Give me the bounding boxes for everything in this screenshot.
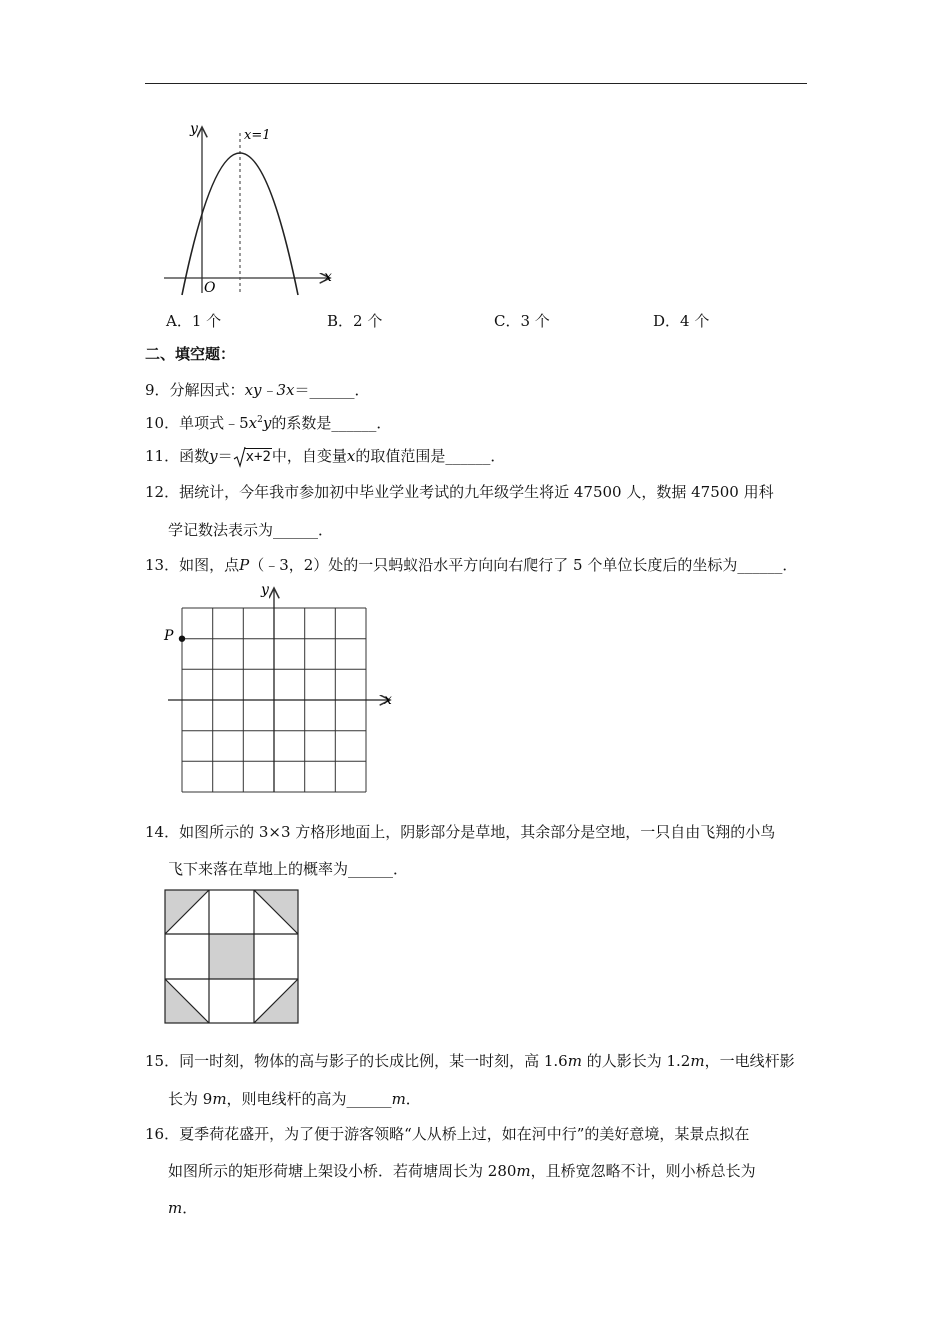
q10-prefix: 单项式﹣5	[179, 414, 249, 432]
q16-text-a: 如图所示的矩形荷塘上架设小桥．若荷塘周长为 280	[168, 1162, 517, 1180]
question-14-line1: 14．如图所示的 3×3 方格形地面上，阴影部分是草地，其余部分是空地，一只自由飞翔的小鸟	[145, 823, 776, 841]
q11-answer-blank: 的取值范围是______．	[355, 447, 506, 465]
section-heading: 二、填空题：	[145, 345, 236, 363]
q15-answer-blank: ，则电线杆的高为______	[226, 1090, 392, 1108]
q15-unit-4: m	[391, 1090, 406, 1108]
question-13	[145, 555, 797, 575]
choice-d[interactable]: D．4 个	[653, 312, 710, 330]
three-by-three-grid-figure	[164, 889, 300, 1026]
q11-radicand: x+2	[245, 449, 271, 465]
shaded-regions	[165, 890, 298, 1023]
point-p	[179, 636, 185, 642]
question-16-line3	[168, 1198, 197, 1218]
q11-y: y	[209, 447, 218, 465]
question-14-line2: 飞下来落在草地上的概率为______．	[168, 860, 409, 878]
origin-label: O	[204, 280, 216, 296]
q10-exponent: 2	[257, 415, 263, 425]
q15-unit-2: m	[690, 1052, 705, 1070]
q11-prefix: 函数	[179, 447, 210, 465]
grid-y-axis-label: y	[261, 582, 269, 598]
q10-y: y	[262, 414, 272, 432]
grid-x-axis-label: x	[384, 692, 392, 708]
question-9	[145, 380, 370, 400]
y-axis-label: y	[190, 121, 198, 137]
q15-unit-3: m	[212, 1090, 227, 1108]
q13-prefix: 如图，点	[179, 556, 240, 574]
q9-number: 9．	[145, 381, 170, 399]
q11-middle: 中，自变量	[271, 447, 347, 465]
choice-a[interactable]: A．1 个	[166, 312, 222, 330]
question-11	[145, 446, 505, 467]
q16-unit-1: m	[516, 1162, 531, 1180]
q15-text-b: 的人影长为 1.2	[581, 1052, 691, 1070]
point-p-label: P	[164, 628, 174, 644]
q15-end: ．	[405, 1090, 421, 1108]
q16-unit-2: m	[168, 1199, 183, 1217]
q11-equals: ＝	[217, 447, 233, 465]
q10-answer-blank: 的系数是______．	[271, 414, 392, 432]
header-rule	[145, 83, 807, 84]
q15-unit-1: m	[567, 1052, 582, 1070]
q16-text-b: ，且桥宽忽略不计，则小桥总长为	[530, 1162, 756, 1180]
q11-number: 11．	[145, 447, 180, 465]
q15-text-d: 长为 9	[168, 1090, 213, 1108]
symmetry-axis-label: x=1	[244, 128, 271, 143]
q16-end: ．	[182, 1199, 198, 1217]
q11-sqrt	[233, 446, 272, 467]
coordinate-grid-graph	[160, 580, 400, 795]
parabola-graph	[160, 115, 340, 300]
q11-x: x	[346, 447, 356, 465]
question-12-line2: 学记数法表示为______．	[168, 521, 334, 539]
q13-text: （﹣3，2）处的一只蚂蚁沿水平方向向右爬行了 5 个单位长度后的坐标为______．	[249, 556, 798, 574]
q13-point-p: P	[239, 556, 250, 574]
question-10	[145, 413, 391, 433]
question-16-line2	[168, 1161, 756, 1181]
choice-b[interactable]: B．2 个	[327, 312, 383, 330]
q9-answer-blank: ＝______．	[294, 381, 370, 399]
q9-prefix: 分解因式：	[169, 381, 245, 399]
q9-expression: xy﹣3x	[244, 381, 295, 399]
choice-c[interactable]: C．3 个	[494, 312, 550, 330]
q10-number: 10．	[145, 414, 180, 432]
question-12-line1: 12．据统计，今年我市参加初中毕业学业考试的九年级学生将近 47500 人，数据 47500 用科	[145, 483, 774, 501]
x-axis-label: x	[324, 269, 332, 285]
q13-number: 13．	[145, 556, 180, 574]
q15-text-c: ，一电线杆影	[704, 1052, 795, 1070]
q10-x: x	[248, 414, 258, 432]
radical-sign	[233, 446, 246, 468]
q15-text-a: 15．同一时刻，物体的高与影子的长成比例，某一时刻，高 1.6	[145, 1052, 568, 1070]
question-16-line1: 16．夏季荷花盛开，为了便于游客领略“人从桥上过，如在河中行”的美好意境，某景点拟在	[145, 1125, 750, 1143]
question-15-line2	[168, 1089, 421, 1109]
question-15-line1	[145, 1051, 795, 1071]
